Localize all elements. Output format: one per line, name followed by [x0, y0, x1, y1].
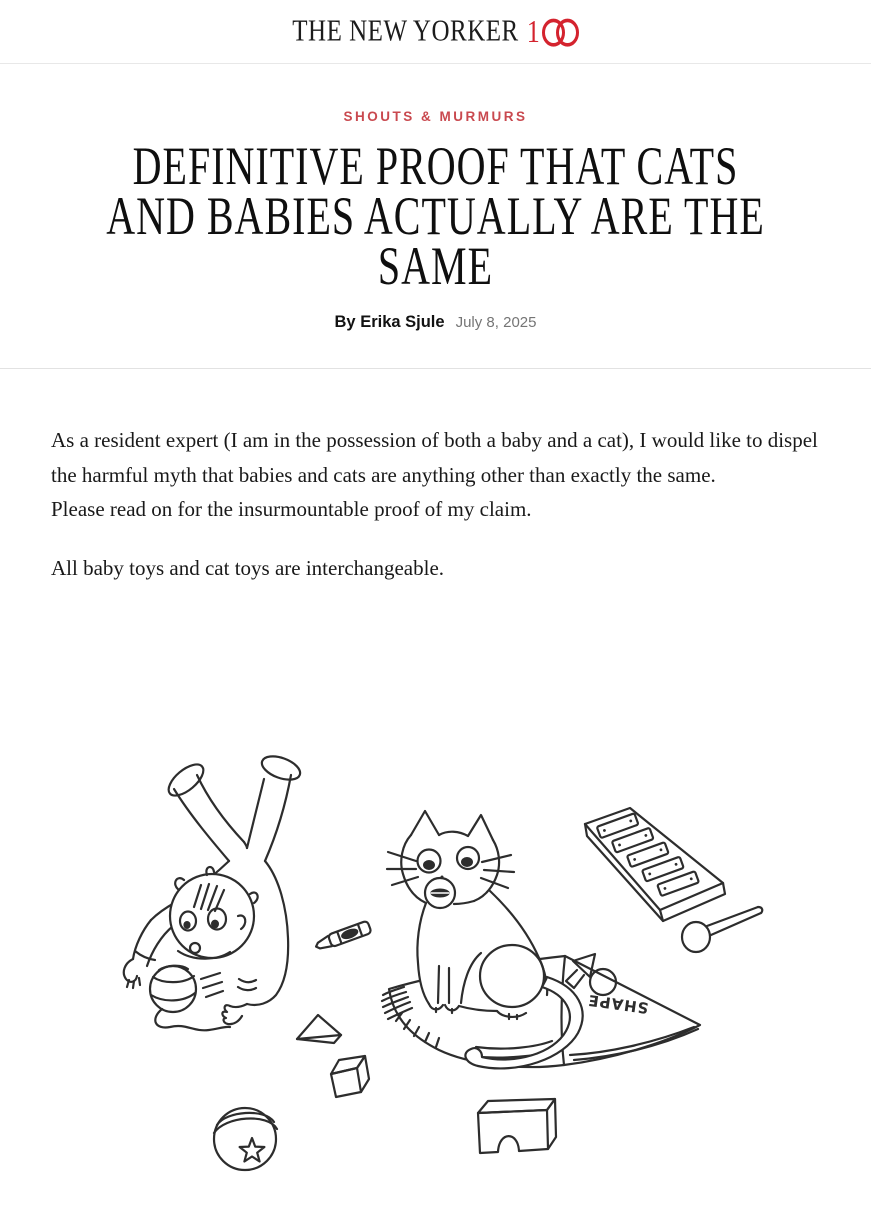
arch-block — [478, 1099, 556, 1153]
byline — [0, 313, 871, 332]
new-yorker-logo[interactable] — [292, 13, 578, 50]
xylophone — [585, 808, 725, 921]
body-paragraph: As a resident expert (I am in the possession of both a baby and a cat), I would like to dispel the harmful myth that babies and cats are anything other than exactly the same. — [51, 428, 818, 487]
site-header — [0, 0, 871, 64]
logo-ring-icon — [556, 17, 579, 45]
publish-date: July 8, 2025 — [455, 314, 537, 331]
mallet — [682, 907, 762, 952]
title-line: AND BABIES ACTUALLY ARE THE — [106, 185, 765, 247]
article-illustration — [98, 743, 871, 1189]
article-title — [36, 135, 836, 297]
crayon — [314, 921, 372, 953]
logo-100-icon — [527, 13, 579, 50]
star-ball — [214, 1108, 277, 1170]
logo-digit-one: 1 — [526, 13, 540, 49]
body-paragraph: Please read on for the insurmountable proof of my claim. — [51, 497, 532, 521]
logo-wordmark: THE NEW YORKER — [292, 14, 519, 48]
article-body — [51, 423, 828, 585]
yarn-ball — [150, 966, 230, 1031]
body-paragraph: All baby toys and cat toys are interchangeable. — [51, 555, 445, 580]
rubric-link[interactable]: SHOUTS & MURMURS — [343, 109, 528, 124]
pacifier — [425, 878, 455, 908]
cube-block — [331, 1056, 369, 1097]
article-page — [0, 109, 871, 1189]
header-divider — [0, 368, 871, 369]
title-line: DEFINITIVE PROOF THAT CATS — [132, 135, 739, 197]
title-line: SAME — [377, 235, 494, 297]
book-title-text: SHAPE — [586, 990, 650, 1018]
triangle-block — [297, 1015, 341, 1043]
author-link[interactable]: By Erika Sjule — [334, 313, 445, 331]
